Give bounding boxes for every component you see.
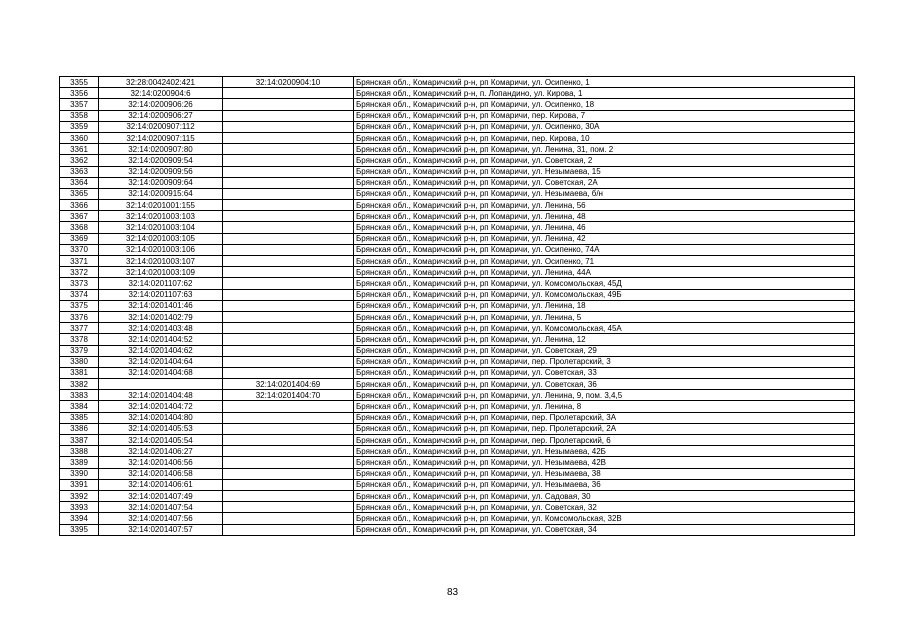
- row-number-cell: 3367: [60, 211, 99, 222]
- cadastral-number-2-cell: [223, 367, 354, 378]
- cadastral-number-2-cell: [223, 479, 354, 490]
- cadastral-number-cell: 32:14:0201404:72: [99, 401, 223, 412]
- address-cell: Брянская обл., Комаричский р-н, рп Комаричи, ул. Советская, 2: [354, 155, 855, 166]
- cadastral-number-2-cell: [223, 513, 354, 524]
- table-row: [60, 446, 855, 457]
- cadastral-number-2-cell: [223, 435, 354, 446]
- table-row: [60, 244, 855, 255]
- cadastral-number-2-cell: [223, 132, 354, 143]
- cadastral-number-cell: 32:28:0042402:421: [99, 77, 223, 88]
- table-row: [60, 524, 855, 535]
- table-row: [60, 412, 855, 423]
- table-row: [60, 88, 855, 99]
- table-row: [60, 502, 855, 513]
- cadastral-number-cell: 32:14:0201001:155: [99, 200, 223, 211]
- table-row: [60, 423, 855, 434]
- cadastral-number-cell: 32:14:0201405:53: [99, 423, 223, 434]
- cadastral-number-2-cell: [223, 166, 354, 177]
- cadastral-number-2-cell: [223, 412, 354, 423]
- cadastral-number-2-cell: [223, 222, 354, 233]
- row-number-cell: 3369: [60, 233, 99, 244]
- row-number-cell: 3387: [60, 435, 99, 446]
- cadastral-number-2-cell: [223, 457, 354, 468]
- address-cell: Брянская обл., Комаричский р-н, рп Комаричи, ул. Ленина, 48: [354, 211, 855, 222]
- cadastral-number-cell: 32:14:0200907:80: [99, 144, 223, 155]
- cadastral-number-2-cell: [223, 256, 354, 267]
- address-cell: Брянская обл., Комаричский р-н, рп Комаричи, ул. Осипенко, 18: [354, 99, 855, 110]
- address-cell: Брянская обл., Комаричский р-н, рп Комаричи, ул. Ленина, 12: [354, 334, 855, 345]
- table-row: [60, 278, 855, 289]
- address-cell: Брянская обл., Комаричский р-н, рп Комаричи, ул. Ленина, 31, пом. 2: [354, 144, 855, 155]
- row-number-cell: 3375: [60, 300, 99, 311]
- cadastral-number-cell: 32:14:0200904:6: [99, 88, 223, 99]
- address-cell: Брянская обл., Комаричский р-н, рп Комаричи, ул. Ленина, 9, пом. 3,4,5: [354, 390, 855, 401]
- table-row: [60, 256, 855, 267]
- cadastral-number-2-cell: [223, 524, 354, 535]
- address-cell: Брянская обл., Комаричский р-н, рп Комаричи, пер. Кирова, 7: [354, 110, 855, 121]
- cadastral-number-2-cell: 32:14:0200904:10: [223, 77, 354, 88]
- row-number-cell: 3376: [60, 311, 99, 322]
- address-cell: Брянская обл., Комаричский р-н, рп Комаричи, ул. Незымаева, 15: [354, 166, 855, 177]
- address-cell: Брянская обл., Комаричский р-н, рп Комаричи, ул. Ленина, 56: [354, 200, 855, 211]
- cadastral-number-cell: 32:14:0200907:115: [99, 132, 223, 143]
- table-row: [60, 99, 855, 110]
- table-row: [60, 345, 855, 356]
- row-number-cell: 3395: [60, 524, 99, 535]
- table-row: [60, 479, 855, 490]
- row-number-cell: 3371: [60, 256, 99, 267]
- table-row: [60, 222, 855, 233]
- cadastral-number-2-cell: [223, 289, 354, 300]
- address-cell: Брянская обл., Комаричский р-н, рп Комаричи, ул. Ленина, 44А: [354, 267, 855, 278]
- cadastral-number-2-cell: [223, 144, 354, 155]
- cadastral-number-2-cell: [223, 446, 354, 457]
- row-number-cell: 3368: [60, 222, 99, 233]
- table-row: [60, 356, 855, 367]
- table-row: [60, 132, 855, 143]
- address-cell: Брянская обл., Комаричский р-н, рп Комаричи, ул. Советская, 2А: [354, 177, 855, 188]
- table-row: [60, 166, 855, 177]
- row-number-cell: 3392: [60, 490, 99, 501]
- cadastral-number-cell: 32:14:0201406:61: [99, 479, 223, 490]
- cadastral-number-2-cell: 32:14:0201404:70: [223, 390, 354, 401]
- row-number-cell: 3379: [60, 345, 99, 356]
- row-number-cell: 3377: [60, 323, 99, 334]
- cadastral-number-cell: 32:14:0200915:64: [99, 188, 223, 199]
- row-number-cell: 3373: [60, 278, 99, 289]
- cadastral-number-2-cell: [223, 99, 354, 110]
- cadastral-number-2-cell: [223, 490, 354, 501]
- cadastral-number-cell: 32:14:0201003:107: [99, 256, 223, 267]
- address-cell: Брянская обл., Комаричский р-н, рп Комаричи, ул. Осипенко, 30А: [354, 121, 855, 132]
- row-number-cell: 3389: [60, 457, 99, 468]
- address-cell: Брянская обл., Комаричский р-н, рп Комаричи, ул. Ленина, 42: [354, 233, 855, 244]
- cadastral-number-cell: 32:14:0200909:56: [99, 166, 223, 177]
- cadastral-number-cell: 32:14:0201404:52: [99, 334, 223, 345]
- cadastral-number-cell: 32:14:0201402:79: [99, 311, 223, 322]
- row-number-cell: 3364: [60, 177, 99, 188]
- table-row: [60, 267, 855, 278]
- table-row: [60, 77, 855, 88]
- row-number-cell: 3372: [60, 267, 99, 278]
- cadastral-number-2-cell: [223, 468, 354, 479]
- row-number-cell: 3360: [60, 132, 99, 143]
- table-row: [60, 334, 855, 345]
- cadastral-number-cell: 32:14:0201406:58: [99, 468, 223, 479]
- address-cell: Брянская обл., Комаричский р-н, рп Комаричи, ул. Комсомольская, 32В: [354, 513, 855, 524]
- cadastral-number-cell: 32:14:0201407:54: [99, 502, 223, 513]
- address-cell: Брянская обл., Комаричский р-н, рп Комаричи, ул. Комсомольская, 45Д: [354, 278, 855, 289]
- cadastral-number-cell: 32:14:0201404:80: [99, 412, 223, 423]
- table-row: [60, 155, 855, 166]
- cadastral-number-2-cell: [223, 211, 354, 222]
- address-cell: Брянская обл., Комаричский р-н, п. Лопандино, ул. Кирова, 1: [354, 88, 855, 99]
- table-row: [60, 490, 855, 501]
- cadastral-number-cell: 32:14:0201406:56: [99, 457, 223, 468]
- address-cell: Брянская обл., Комаричский р-н, рп Комаричи, ул. Ленина, 18: [354, 300, 855, 311]
- address-cell: Брянская обл., Комаричский р-н, рп Комаричи, ул. Незымаева, 36: [354, 479, 855, 490]
- table-row: [60, 121, 855, 132]
- row-number-cell: 3382: [60, 379, 99, 390]
- table-row: [60, 300, 855, 311]
- row-number-cell: 3358: [60, 110, 99, 121]
- address-cell: Брянская обл., Комаричский р-н, рп Комаричи, ул. Ленина, 46: [354, 222, 855, 233]
- cadastral-number-cell: 32:14:0201404:64: [99, 356, 223, 367]
- row-number-cell: 3394: [60, 513, 99, 524]
- address-cell: Брянская обл., Комаричский р-н, рп Комаричи, ул. Садовая, 30: [354, 490, 855, 501]
- cadastral-number-cell: 32:14:0201003:103: [99, 211, 223, 222]
- table-row: [60, 457, 855, 468]
- cadastral-number-cell: 32:14:0200909:64: [99, 177, 223, 188]
- table-row: [60, 188, 855, 199]
- table-row: [60, 401, 855, 412]
- address-cell: Брянская обл., Комаричский р-н, рп Комаричи, пер. Пролетарский, 3: [354, 356, 855, 367]
- cadastral-number-cell: 32:14:0200906:27: [99, 110, 223, 121]
- row-number-cell: 3366: [60, 200, 99, 211]
- address-cell: Брянская обл., Комаричский р-н, рп Комаричи, пер. Пролетарский, 2А: [354, 423, 855, 434]
- address-cell: Брянская обл., Комаричский р-н, рп Комаричи, ул. Незымаева, 38: [354, 468, 855, 479]
- row-number-cell: 3359: [60, 121, 99, 132]
- row-number-cell: 3384: [60, 401, 99, 412]
- cadastral-number-2-cell: [223, 356, 354, 367]
- address-cell: Брянская обл., Комаричский р-н, рп Комаричи, пер. Пролетарский, 6: [354, 435, 855, 446]
- table-row: [60, 379, 855, 390]
- cadastral-number-cell: 32:14:0200909:54: [99, 155, 223, 166]
- cadastral-number-2-cell: [223, 334, 354, 345]
- row-number-cell: 3374: [60, 289, 99, 300]
- table-row: [60, 110, 855, 121]
- cadastral-number-2-cell: [223, 267, 354, 278]
- row-number-cell: 3386: [60, 423, 99, 434]
- row-number-cell: 3356: [60, 88, 99, 99]
- address-cell: Брянская обл., Комаричский р-н, рп Комаричи, ул. Незымаева, б/н: [354, 188, 855, 199]
- address-cell: Брянская обл., Комаричский р-н, рп Комаричи, ул. Осипенко, 74А: [354, 244, 855, 255]
- cadastral-number-2-cell: [223, 177, 354, 188]
- row-number-cell: 3381: [60, 367, 99, 378]
- address-cell: Брянская обл., Комаричский р-н, рп Комаричи, ул. Незымаева, 42Б: [354, 446, 855, 457]
- cadastral-number-2-cell: [223, 155, 354, 166]
- address-cell: Брянская обл., Комаричский р-н, рп Комаричи, ул. Советская, 33: [354, 367, 855, 378]
- row-number-cell: 3362: [60, 155, 99, 166]
- table-row: [60, 323, 855, 334]
- address-cell: Брянская обл., Комаричский р-н, рп Комаричи, ул. Незымаева, 42В: [354, 457, 855, 468]
- cadastral-number-cell: 32:14:0201406:27: [99, 446, 223, 457]
- row-number-cell: 3355: [60, 77, 99, 88]
- cadastral-number-cell: 32:14:0201107:62: [99, 278, 223, 289]
- address-cell: Брянская обл., Комаричский р-н, рп Комаричи, ул. Комсомольская, 49Б: [354, 289, 855, 300]
- address-cell: Брянская обл., Комаричский р-н, рп Комаричи, ул. Советская, 29: [354, 345, 855, 356]
- cadastral-number-cell: 32:14:0201003:106: [99, 244, 223, 255]
- row-number-cell: 3357: [60, 99, 99, 110]
- cadastral-number-cell: [99, 379, 223, 390]
- cadastral-number-2-cell: [223, 345, 354, 356]
- table-row: [60, 435, 855, 446]
- address-cell: Брянская обл., Комаричский р-н, рп Комаричи, пер. Кирова, 10: [354, 132, 855, 143]
- cadastral-number-cell: 32:14:0201403:48: [99, 323, 223, 334]
- cadastral-number-2-cell: [223, 423, 354, 434]
- cadastral-number-cell: 32:14:0200906:26: [99, 99, 223, 110]
- cadastral-number-cell: 32:14:0201003:109: [99, 267, 223, 278]
- row-number-cell: 3361: [60, 144, 99, 155]
- cadastral-number-cell: 32:14:0201401:46: [99, 300, 223, 311]
- row-number-cell: 3388: [60, 446, 99, 457]
- cadastral-number-2-cell: [223, 110, 354, 121]
- row-number-cell: 3363: [60, 166, 99, 177]
- page-number: 83: [446, 587, 459, 598]
- cadastral-number-cell: 32:14:0201407:49: [99, 490, 223, 501]
- table-row: [60, 311, 855, 322]
- register-table-body: [60, 77, 855, 536]
- table-row: [60, 200, 855, 211]
- row-number-cell: 3383: [60, 390, 99, 401]
- row-number-cell: 3365: [60, 188, 99, 199]
- cadastral-number-2-cell: [223, 244, 354, 255]
- row-number-cell: 3370: [60, 244, 99, 255]
- address-cell: Брянская обл., Комаричский р-н, рп Комаричи, ул. Комсомольская, 45А: [354, 323, 855, 334]
- cadastral-number-cell: 32:14:0201407:57: [99, 524, 223, 535]
- cadastral-number-2-cell: [223, 502, 354, 513]
- table-row: [60, 144, 855, 155]
- table-row: [60, 390, 855, 401]
- cadastral-number-cell: 32:14:0201407:56: [99, 513, 223, 524]
- address-cell: Брянская обл., Комаричский р-н, рп Комаричи, ул. Советская, 34: [354, 524, 855, 535]
- row-number-cell: 3393: [60, 502, 99, 513]
- address-cell: Брянская обл., Комаричский р-н, рп Комаричи, пер. Пролетарский, 3А: [354, 412, 855, 423]
- table-row: [60, 233, 855, 244]
- cadastral-number-2-cell: [223, 233, 354, 244]
- address-cell: Брянская обл., Комаричский р-н, рп Комаричи, ул. Ленина, 5: [354, 311, 855, 322]
- cadastral-number-2-cell: [223, 188, 354, 199]
- table-row: [60, 513, 855, 524]
- address-cell: Брянская обл., Комаричский р-н, рп Комаричи, ул. Советская, 36: [354, 379, 855, 390]
- cadastral-number-2-cell: [223, 200, 354, 211]
- cadastral-number-2-cell: [223, 323, 354, 334]
- cadastral-number-2-cell: 32:14:0201404:69: [223, 379, 354, 390]
- row-number-cell: 3391: [60, 479, 99, 490]
- row-number-cell: 3380: [60, 356, 99, 367]
- cadastral-number-2-cell: [223, 311, 354, 322]
- table-row: [60, 177, 855, 188]
- row-number-cell: 3390: [60, 468, 99, 479]
- table-row: [60, 289, 855, 300]
- cadastral-number-2-cell: [223, 278, 354, 289]
- address-cell: Брянская обл., Комаричский р-н, рп Комаричи, ул. Советская, 32: [354, 502, 855, 513]
- cadastral-number-cell: 32:14:0201404:62: [99, 345, 223, 356]
- row-number-cell: 3385: [60, 412, 99, 423]
- table-row: [60, 211, 855, 222]
- cadastral-number-cell: 32:14:0201003:104: [99, 222, 223, 233]
- cadastral-number-2-cell: [223, 88, 354, 99]
- address-cell: Брянская обл., Комаричский р-н, рп Комаричи, ул. Ленина, 8: [354, 401, 855, 412]
- address-cell: Брянская обл., Комаричский р-н, рп Комаричи, ул. Осипенко, 1: [354, 77, 855, 88]
- register-table: [59, 76, 855, 536]
- cadastral-number-cell: 32:14:0201003:105: [99, 233, 223, 244]
- cadastral-number-cell: 32:14:0201404:48: [99, 390, 223, 401]
- cadastral-number-2-cell: [223, 300, 354, 311]
- row-number-cell: 3378: [60, 334, 99, 345]
- cadastral-number-cell: 32:14:0201405:54: [99, 435, 223, 446]
- cadastral-number-cell: 32:14:0201107:63: [99, 289, 223, 300]
- cadastral-number-cell: 32:14:0200907:112: [99, 121, 223, 132]
- cadastral-number-cell: 32:14:0201404:68: [99, 367, 223, 378]
- table-row: [60, 367, 855, 378]
- table-row: [60, 468, 855, 479]
- cadastral-number-2-cell: [223, 401, 354, 412]
- cadastral-number-2-cell: [223, 121, 354, 132]
- address-cell: Брянская обл., Комаричский р-н, рп Комаричи, ул. Осипенко, 71: [354, 256, 855, 267]
